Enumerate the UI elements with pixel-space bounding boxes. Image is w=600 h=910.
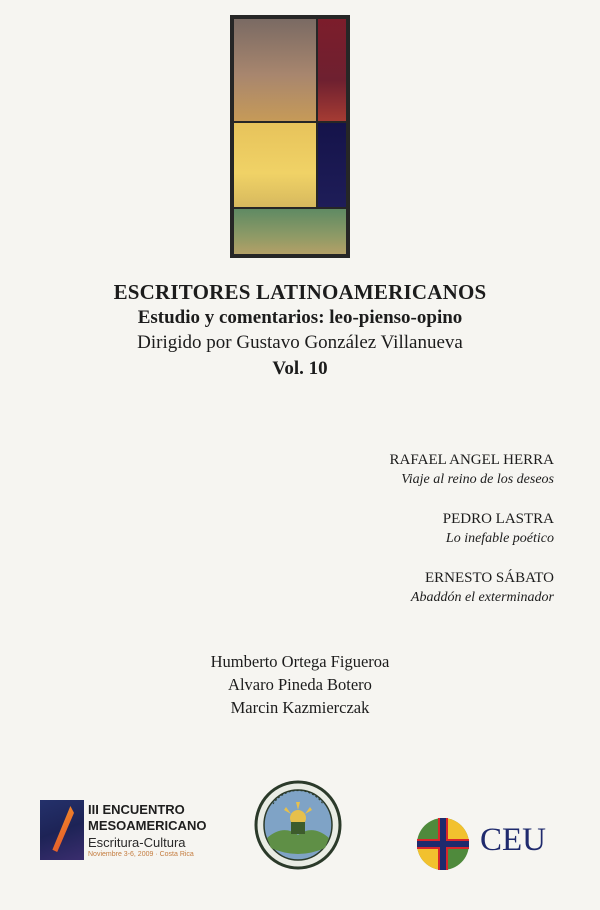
painting-block-top [234, 19, 316, 121]
work-entry [390, 452, 554, 488]
ceu-cross-icon [415, 816, 471, 872]
feather-icon [50, 806, 74, 852]
contributors-list [0, 650, 600, 719]
contributor-name: Humberto Ortega Figueroa [210, 652, 390, 671]
series-director: Dirigido por Gustavo González Villanueva [137, 332, 463, 353]
work-author: RAFAEL ANGEL HERRA [389, 452, 554, 468]
work-title: Abaddón el exterminador [410, 590, 554, 605]
encuentro-logo [40, 800, 207, 862]
work-entry [443, 511, 554, 547]
work-author: PEDRO LASTRA [442, 511, 554, 527]
work-author: ERNESTO SÁBATO [424, 570, 554, 586]
contributor-name: Alvaro Pineda Botero [228, 675, 372, 694]
ceu-label: CEU [480, 822, 546, 858]
series-title: ESCRITORES LATINOAMERICANOS [113, 280, 487, 304]
contributor-name: Marcin Kazmierczak [230, 698, 370, 717]
painting-block-navy [318, 123, 346, 207]
cover-painting [230, 15, 350, 258]
work-title: Lo inefable poético [445, 531, 554, 546]
encuentro-line4: Noviembre 3-6, 2009 · Costa Rica [88, 851, 194, 858]
work-title: Viaje al reino de los deseos [401, 472, 554, 487]
painting-block-green [234, 209, 346, 254]
encuentro-line1: III ENCUENTRO [88, 802, 185, 817]
encuentro-mark [40, 800, 84, 860]
volume-number: Vol. 10 [272, 358, 328, 379]
painting-block-yellow [234, 123, 316, 207]
work-entry [411, 570, 554, 606]
encuentro-line2: MESOAMERICANO [88, 818, 207, 833]
series-subtitle: Estudio y comentarios: leo-pienso-opino [137, 307, 463, 328]
encuentro-line3: Escritura-Cultura [88, 835, 186, 850]
painting-block-red [318, 19, 346, 121]
university-seal-icon [253, 780, 343, 870]
